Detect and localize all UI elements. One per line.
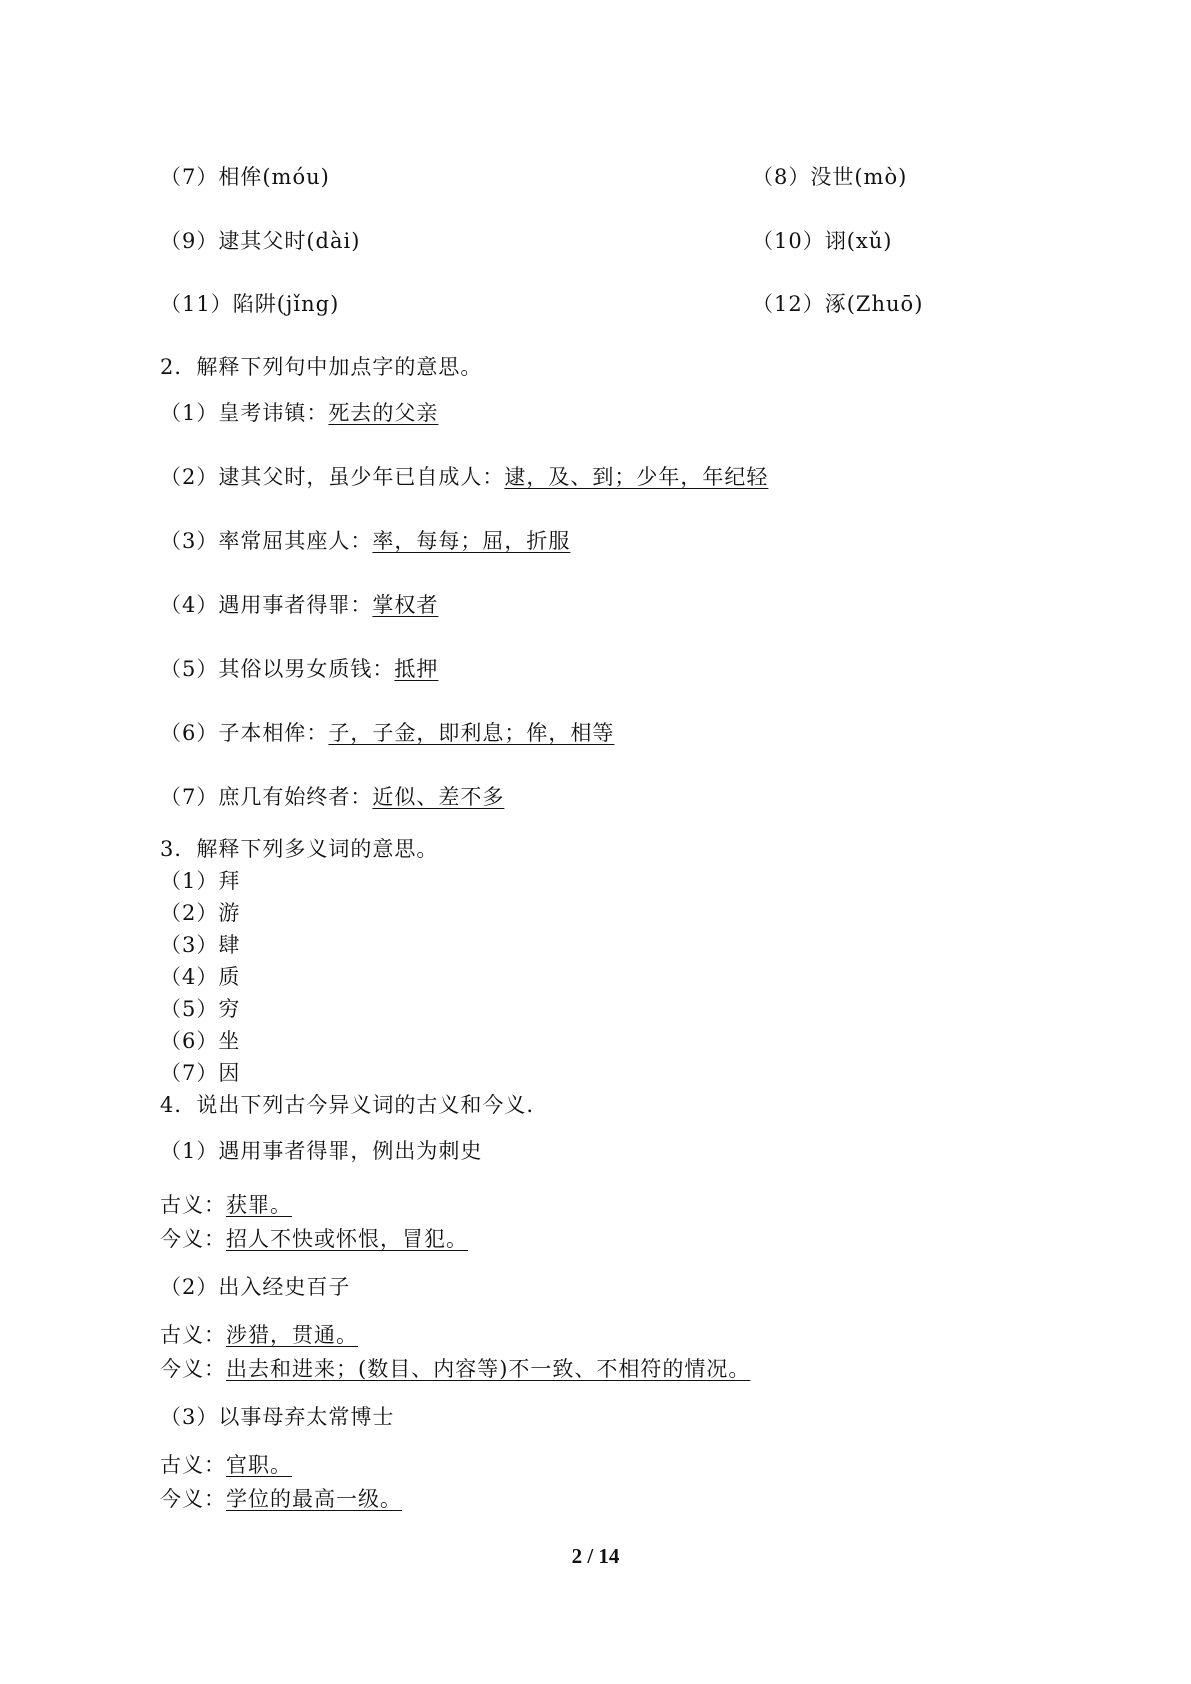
- jin-label: 今义：: [160, 1357, 226, 1381]
- q2-item-4: [160, 592, 438, 618]
- page-number: 2 / 14: [571, 1544, 620, 1568]
- q4-gu-1: [160, 1192, 292, 1218]
- gu-label: 古义：: [160, 1323, 226, 1347]
- q4-gu-3: [160, 1452, 292, 1478]
- q4-jin-2: [160, 1356, 750, 1382]
- q4-jin-3: [160, 1486, 402, 1512]
- q4-gu-2: [160, 1322, 358, 1348]
- q3-item: （7）因: [160, 1061, 241, 1085]
- gu-answer: 涉猎，贯通。: [226, 1323, 358, 1347]
- q3-item: （3）肆: [160, 933, 241, 957]
- jin-answer: 招人不快或怀恨，冒犯。: [226, 1227, 468, 1251]
- pinyin-item-10: （10）诩(xǔ): [752, 229, 893, 253]
- pinyin-item-12: （12）涿(Zhuō): [752, 292, 924, 316]
- gu-label: 古义：: [160, 1193, 226, 1217]
- q4-sentence-3: （3）以事母弃太常博士: [160, 1405, 395, 1429]
- q2-answer: 近似、差不多: [372, 785, 505, 809]
- q2-answer: 率，每每；屈，折服: [372, 529, 571, 553]
- q2-answer: 抵押: [394, 657, 439, 681]
- q2-prompt: （6）子本相侔：: [160, 721, 329, 745]
- jin-label: 今义：: [160, 1227, 226, 1251]
- q2-answer: 死去的父亲: [328, 401, 439, 425]
- q3-item: （6）坐: [160, 1029, 241, 1053]
- pinyin-item-8: （8）没世(mò): [752, 165, 908, 189]
- q2-prompt: （3）率常屈其座人：: [160, 529, 373, 553]
- q2-item-2: [160, 464, 768, 490]
- q3-item: （4）质: [160, 965, 241, 989]
- q3-item: （5）穷: [160, 997, 241, 1021]
- q2-prompt: （4）遇用事者得罪：: [160, 593, 373, 617]
- pinyin-item-7: （7）相侔(móu): [160, 165, 330, 189]
- q2-item-3: [160, 528, 570, 554]
- q2-answer: 掌权者: [372, 593, 439, 617]
- q2-item-5: [160, 656, 438, 682]
- q2-item-6: [160, 720, 614, 746]
- q3-item: （2）游: [160, 901, 241, 925]
- jin-label: 今义：: [160, 1487, 226, 1511]
- q2-answer: 逮，及、到；少年，年纪轻: [504, 465, 769, 489]
- gu-label: 古义：: [160, 1453, 226, 1477]
- q4-sentence-1: （1）遇用事者得罪，例出为刺史: [160, 1139, 483, 1163]
- q2-prompt: （7）庶几有始终者：: [160, 785, 373, 809]
- pinyin-item-9: （9）逮其父时(dài): [160, 229, 361, 253]
- q2-title: 2．解释下列句中加点字的意思。: [160, 355, 483, 379]
- q4-title: 4．说出下列古今异义词的古义和今义.: [160, 1093, 535, 1117]
- q4-sentence-2: （2）出入经史百子: [160, 1275, 351, 1299]
- jin-answer: 学位的最高一级。: [226, 1487, 402, 1511]
- q3-title: 3．解释下列多义词的意思。: [160, 837, 439, 861]
- q2-prompt: （5）其俗以男女质钱：: [160, 657, 395, 681]
- q2-item-1: [160, 400, 438, 426]
- jin-answer: 出去和进来；(数目、内容等)不一致、不相符的情况。: [226, 1357, 751, 1381]
- q4-jin-1: [160, 1226, 468, 1252]
- gu-answer: 获罪。: [226, 1193, 292, 1217]
- gu-answer: 官职。: [226, 1453, 292, 1477]
- q2-answer: 子，子金，即利息；侔，相等: [328, 721, 615, 745]
- pinyin-item-11: （11）陷阱(jǐng): [160, 292, 340, 316]
- q3-item: （1）拜: [160, 869, 241, 893]
- q2-prompt: （2）逮其父时，虽少年已自成人：: [160, 465, 505, 489]
- q2-prompt: （1）皇考讳镇：: [160, 401, 329, 425]
- q2-item-7: [160, 784, 504, 810]
